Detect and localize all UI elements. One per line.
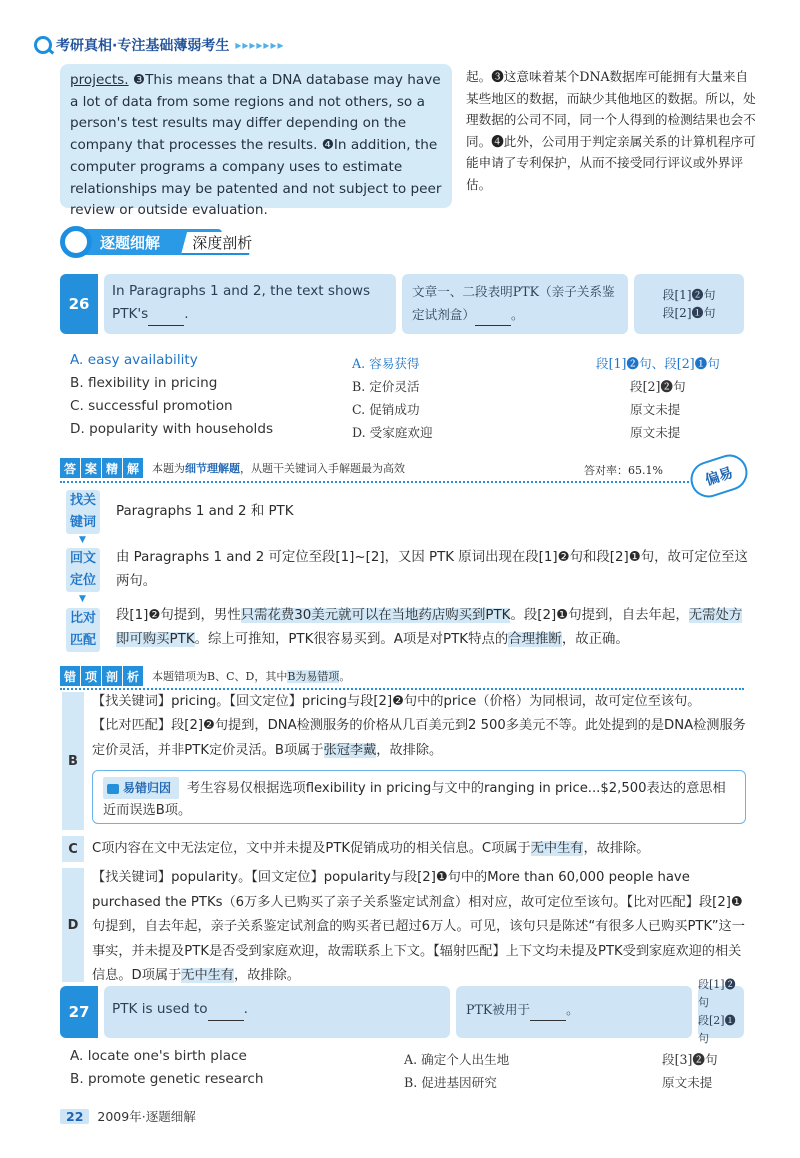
question-location: 段[1]❷句 段[2]❶句: [698, 986, 744, 1038]
wrong-desc: 本题错项为B、C、D，其中B为易错项。: [152, 670, 351, 683]
option-d-loc: 原文未提: [630, 425, 681, 440]
option-a-en: A. easy availability: [70, 352, 198, 368]
q27-option-a-zh: A. 确定个人出生地: [404, 1052, 510, 1067]
question-number: 27: [60, 986, 98, 1038]
option-b-en: B. flexibility in pricing: [70, 375, 218, 391]
passage-en-part1: projects.: [70, 72, 129, 88]
step-locate-text: 由 Paragraphs 1 and 2 可定位至段[1]~[2]，又因 PTK 原词出现在段[1]❷句和段[2]❶句，故可定位至这两句。: [116, 550, 748, 589]
option-b-loc: 段[2]❷句: [630, 379, 686, 394]
step-locate-label: 回文定位: [66, 548, 100, 592]
question-location: 段[1]❷句 段[2]❶句: [634, 274, 744, 334]
q27-option-a-loc: 段[3]❷句: [662, 1052, 718, 1067]
wrong-option-c-text: C项内容在文中无法定位，文中并未提及PTK促销成功的相关信息。C项属于无中生有，故排除。: [92, 841, 650, 856]
brand-subtitle: ·专注基础薄弱考生: [112, 38, 230, 54]
wrong-option-c-label: C: [62, 836, 84, 862]
q27-option-b-en: B. promote genetic research: [70, 1071, 264, 1087]
passage-english: [60, 64, 452, 219]
option-d-en: D. popularity with households: [70, 421, 274, 437]
option-a-loc: 段[1]❷句、段[2]❶句: [596, 356, 720, 371]
step-keyword-text: Paragraphs 1 and 2 和 PTK: [116, 504, 294, 519]
magnifier-icon: [60, 226, 92, 258]
difficulty-badge: 偏易: [686, 450, 752, 502]
q27-option-b-loc: 原文未提: [662, 1075, 713, 1090]
answer-desc: 本题为细节理解题，从题干关键词入手解题最为高效: [152, 462, 405, 475]
wrong-option-b-line1: 【找关键词】pricing。【回文定位】pricing与段[2]❷句中的price（价格）为同根词，故可定位至该句。: [92, 694, 701, 709]
correct-rate: 答对率：65.1%: [584, 464, 663, 477]
question-stem-zh: 文章一、二段表明PTK（亲子关系鉴定试剂盒） 。: [402, 274, 628, 334]
q27-option-b-zh: B. 促进基因研究: [404, 1075, 497, 1090]
wrong-option-d-text: 【找关键词】popularity。【回文定位】popularity与段[2]❶句中的More than 60,000 people have purchased the PTKs（6万多人已购买了亲子关系鉴定试剂盒）相对应，故可定位至该句。【比对匹配】段[2]❶句提到，自去年起，亲子关系鉴定试剂盒的购买者已超过6万人。可见，该句只是陈述“有很多人已购买PTK”这一事实，并未提及PTK是否受到家庭欢迎，故需联系上下文。【辐射匹配】上下文均未提及PTK受到家庭欢迎的相关信息。D项属于无中生有，故排除。: [92, 870, 745, 983]
tip-box: [92, 770, 746, 824]
wrong-tag: 错 项 剖 析: [60, 666, 144, 686]
chevron-down-icon: ▼: [79, 535, 86, 545]
question-number: 26: [60, 274, 98, 334]
wrong-option-d-label: D: [62, 868, 84, 982]
question-26: [60, 274, 744, 334]
answer-tag: 答 案 精 解: [60, 458, 144, 478]
option-c-loc: 原文未提: [630, 402, 681, 417]
passage-en-part2: ❸This means that a DNA database may have a lot of data from some regions and not others, so a person's test results may differ depending on the company that processes the results. ❹In addition, the computer programs a company uses to estimate relationships may be patented and not subject to peer review or outside evaluation.: [70, 72, 442, 219]
arrows-icon: ▸▸▸▸▸▸▸: [235, 38, 285, 52]
step-match-label: 比对匹配: [66, 608, 100, 652]
question-27: [60, 978, 744, 1045]
step-keyword-label: 找关键词: [66, 490, 100, 534]
brand-name: 考研真相: [56, 38, 112, 54]
option-a-zh: A. 容易获得: [352, 356, 420, 371]
tip-text: 考生容易仅根据选项flexibility in pricing与文中的ranging in price...$2,500表达的意思相近而误选B项。: [103, 781, 726, 818]
section-subtitle: 深度剖析: [181, 232, 255, 255]
tip-icon: [107, 784, 119, 794]
page-header: [34, 34, 285, 56]
page-number: 22: [60, 1109, 89, 1124]
step-match-text: 段[1]❷句提到，男性只需花费30美元就可以在当地药店购买到PTK。段[2]❶句提到，自去年起，无需处方即可购买PTK。综上可推知，PTK很容易买到。A项是对PTK特点的合理推断，故正确。: [116, 608, 743, 647]
wrong-band: [60, 666, 350, 686]
option-b-zh: B. 定价灵活: [352, 379, 420, 394]
page-footer: [60, 1106, 196, 1126]
tip-tag: 易错归因: [103, 777, 179, 799]
magnifier-logo-icon: [34, 36, 52, 54]
q27-option-a-en: A. locate one's birth place: [70, 1048, 247, 1064]
option-d-zh: D. 受家庭欢迎: [352, 425, 433, 440]
section-title-text: 逐题细解: [100, 234, 161, 252]
passage-chinese: 起。❸这意味着某个DNA数据库可能拥有大量来自某些地区的数据，而缺少其他地区的数据。所以，处理数据的公司不同，同一个人得到的检测结果也会不同。❹此外，公司用于判定亲属关系的计算机程序可能申请了专利保护，从而不接受同行评议或外界评估。: [466, 69, 756, 192]
divider: [60, 481, 744, 483]
question-stem-en: In Paragraphs 1 and 2, the text shows PTK's .: [104, 274, 396, 334]
footer-text: 2009年·逐题细解: [97, 1109, 196, 1124]
option-c-en: C. successful promotion: [70, 398, 233, 414]
section-title: [60, 226, 280, 258]
chevron-down-icon: ▼: [79, 594, 86, 604]
answer-band: [60, 458, 405, 478]
question-stem-zh: PTK被用于 。: [456, 986, 692, 1038]
question-stem-en: PTK is used to .: [104, 986, 450, 1038]
wrong-option-b-line2: 【比对匹配】段[2]❷句提到，DNA检测服务的价格从几百美元到2 500多美元不等。此处提到的是DNA检测服务定价灵活，并非PTK定价灵活。B项属于张冠李戴，故排除。: [92, 718, 746, 758]
wrong-option-b-label: B: [62, 692, 84, 830]
option-c-zh: C. 促销成功: [352, 402, 420, 417]
